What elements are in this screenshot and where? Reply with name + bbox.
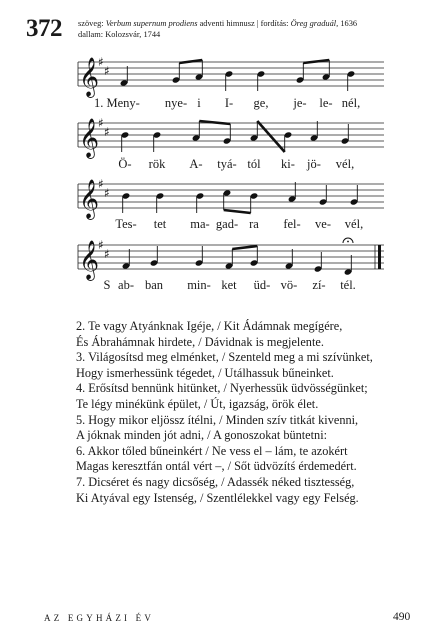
verse-line: 5. Hogy mikor eljössz ítélni, / Minden szív titkát kivenni, [76,412,359,427]
lyrics-line-3 [78,216,384,232]
syllable: vö- [280,278,298,292]
syllable: jö- [307,157,321,171]
verse-3 [76,350,431,381]
music-staff-2 [78,115,384,158]
syllable: tet [153,217,167,231]
verse-2 [76,319,431,350]
syllable: gad- [215,217,239,231]
music-staff-3 [78,176,384,219]
verse-line: 2. Te vagy Atyánknak Igéje, / Kit Ádámnak megígére, [76,319,343,333]
sharp-icon: ♯ [104,247,110,261]
treble-clef-icon: 𝄞 [79,240,100,280]
syllable: A- [189,157,203,171]
lyrics-line-4 [78,277,384,293]
note-beam [199,121,230,124]
verse-line: Ki Atyával egy Istenség, / Szentlélekkel vagy egy Felség. [76,490,359,505]
note-beam [224,210,251,213]
staff-1-notation [78,54,384,97]
verse-6 [76,444,431,475]
syllable: ban [144,278,164,292]
verse-line: A jóknak minden jót adni, / A gonoszokat büntetni: [76,428,328,443]
syllable: tól [247,157,261,171]
staff-4-notation [78,237,384,280]
verse-line: És Ábrahámnak hirdete, / Dávidnak is megjelente. [76,334,324,349]
note-beam [232,246,257,249]
sharp-icon: ♯ [98,116,104,130]
syllable: fel- [283,217,301,231]
sharp-icon: ♯ [104,186,110,200]
verse-line: Hogy ismerhessünk tégedet, / Utálhassuk bűneinket. [76,365,334,380]
verse-line: 6. Akkor tőled bűneinkért / Ne vess el – lám, te azokért [76,443,348,458]
syllable: vél, [335,157,355,171]
treble-clef-icon: 𝄞 [79,118,100,158]
hymn-number: 372 [26,15,62,42]
music-staff-1 [78,54,384,97]
staff-3-notation [78,176,384,219]
sharp-icon: ♯ [98,177,104,191]
treble-clef-icon: 𝄞 [79,179,100,219]
syllable: ki- [281,157,295,171]
syllable: ra [249,217,259,231]
verse-line: 3. Világosítsd meg elménket, / Szenteld meg a mi szívünket, [76,350,373,365]
syllable: ket [221,278,237,292]
syllable: ve- [315,217,331,231]
verse-7 [76,475,431,506]
staff-2-notation [78,115,384,158]
lyrics-line-2 [78,156,384,172]
syllable: le- [319,96,333,110]
syllable: I- [224,96,234,110]
sharp-icon: ♯ [104,125,110,139]
syllable: i [197,96,201,110]
syllable: vél, [344,217,364,231]
verse-line: 4. Erősítsd bennünk hitünket, / Nyerhessük üdvösségünket; [76,381,368,396]
verse-line: Te légy minékünk épület, / Út, igazság, örök élet. [76,396,319,411]
verse-line: Magas keresztfán ontál vért –, / Sőt üdvözítś érdemedért. [76,459,357,474]
final-barline-thick [378,245,381,269]
note-beam [303,60,329,63]
music-staff-4 [78,237,384,280]
verse-5 [76,413,431,444]
syllable: min- [187,278,211,292]
syllable: je- [293,96,307,110]
syllable: nél, [341,96,361,110]
syllable: ab- [118,278,134,292]
syllable: ma- [190,217,210,231]
syllable: nye- [164,96,188,110]
treble-clef-icon: 𝄞 [79,57,100,97]
verse-4 [76,381,431,412]
syllable: 1. Meny- [94,96,140,110]
hymn-metadata [78,18,428,40]
syllable: tyá- [217,157,237,171]
fermata-dot [347,241,349,243]
melody-source-line: dallam: Kolozsvár, 1744 [78,30,161,39]
lyrics-line-1 [78,95,384,111]
sharp-icon: ♯ [104,64,110,78]
syllable: ge, [253,96,269,110]
verse-block [76,319,431,506]
sharp-icon: ♯ [98,55,104,69]
syllable: tél. [340,278,356,292]
syllable: Ö- [118,157,132,171]
syllable: S [103,278,111,292]
page-number: 490 [393,611,411,623]
syllable: rök [148,157,166,171]
text-source-line: szöveg: Verbum supernum prodiens adventi himnusz | fordítás: Öreg graduál, 1636 [78,19,358,28]
book-title: AZ EGYHÁZI ÉV [44,613,155,623]
verse-line: 7. Dicséret és nagy dicsőség, / Adassék néked tisztesség, [76,474,355,489]
note-beam [179,60,202,63]
sharp-icon: ♯ [98,238,104,252]
syllable: zí- [312,278,326,292]
syllable: üd- [253,278,271,292]
syllable: Tes- [115,217,137,231]
